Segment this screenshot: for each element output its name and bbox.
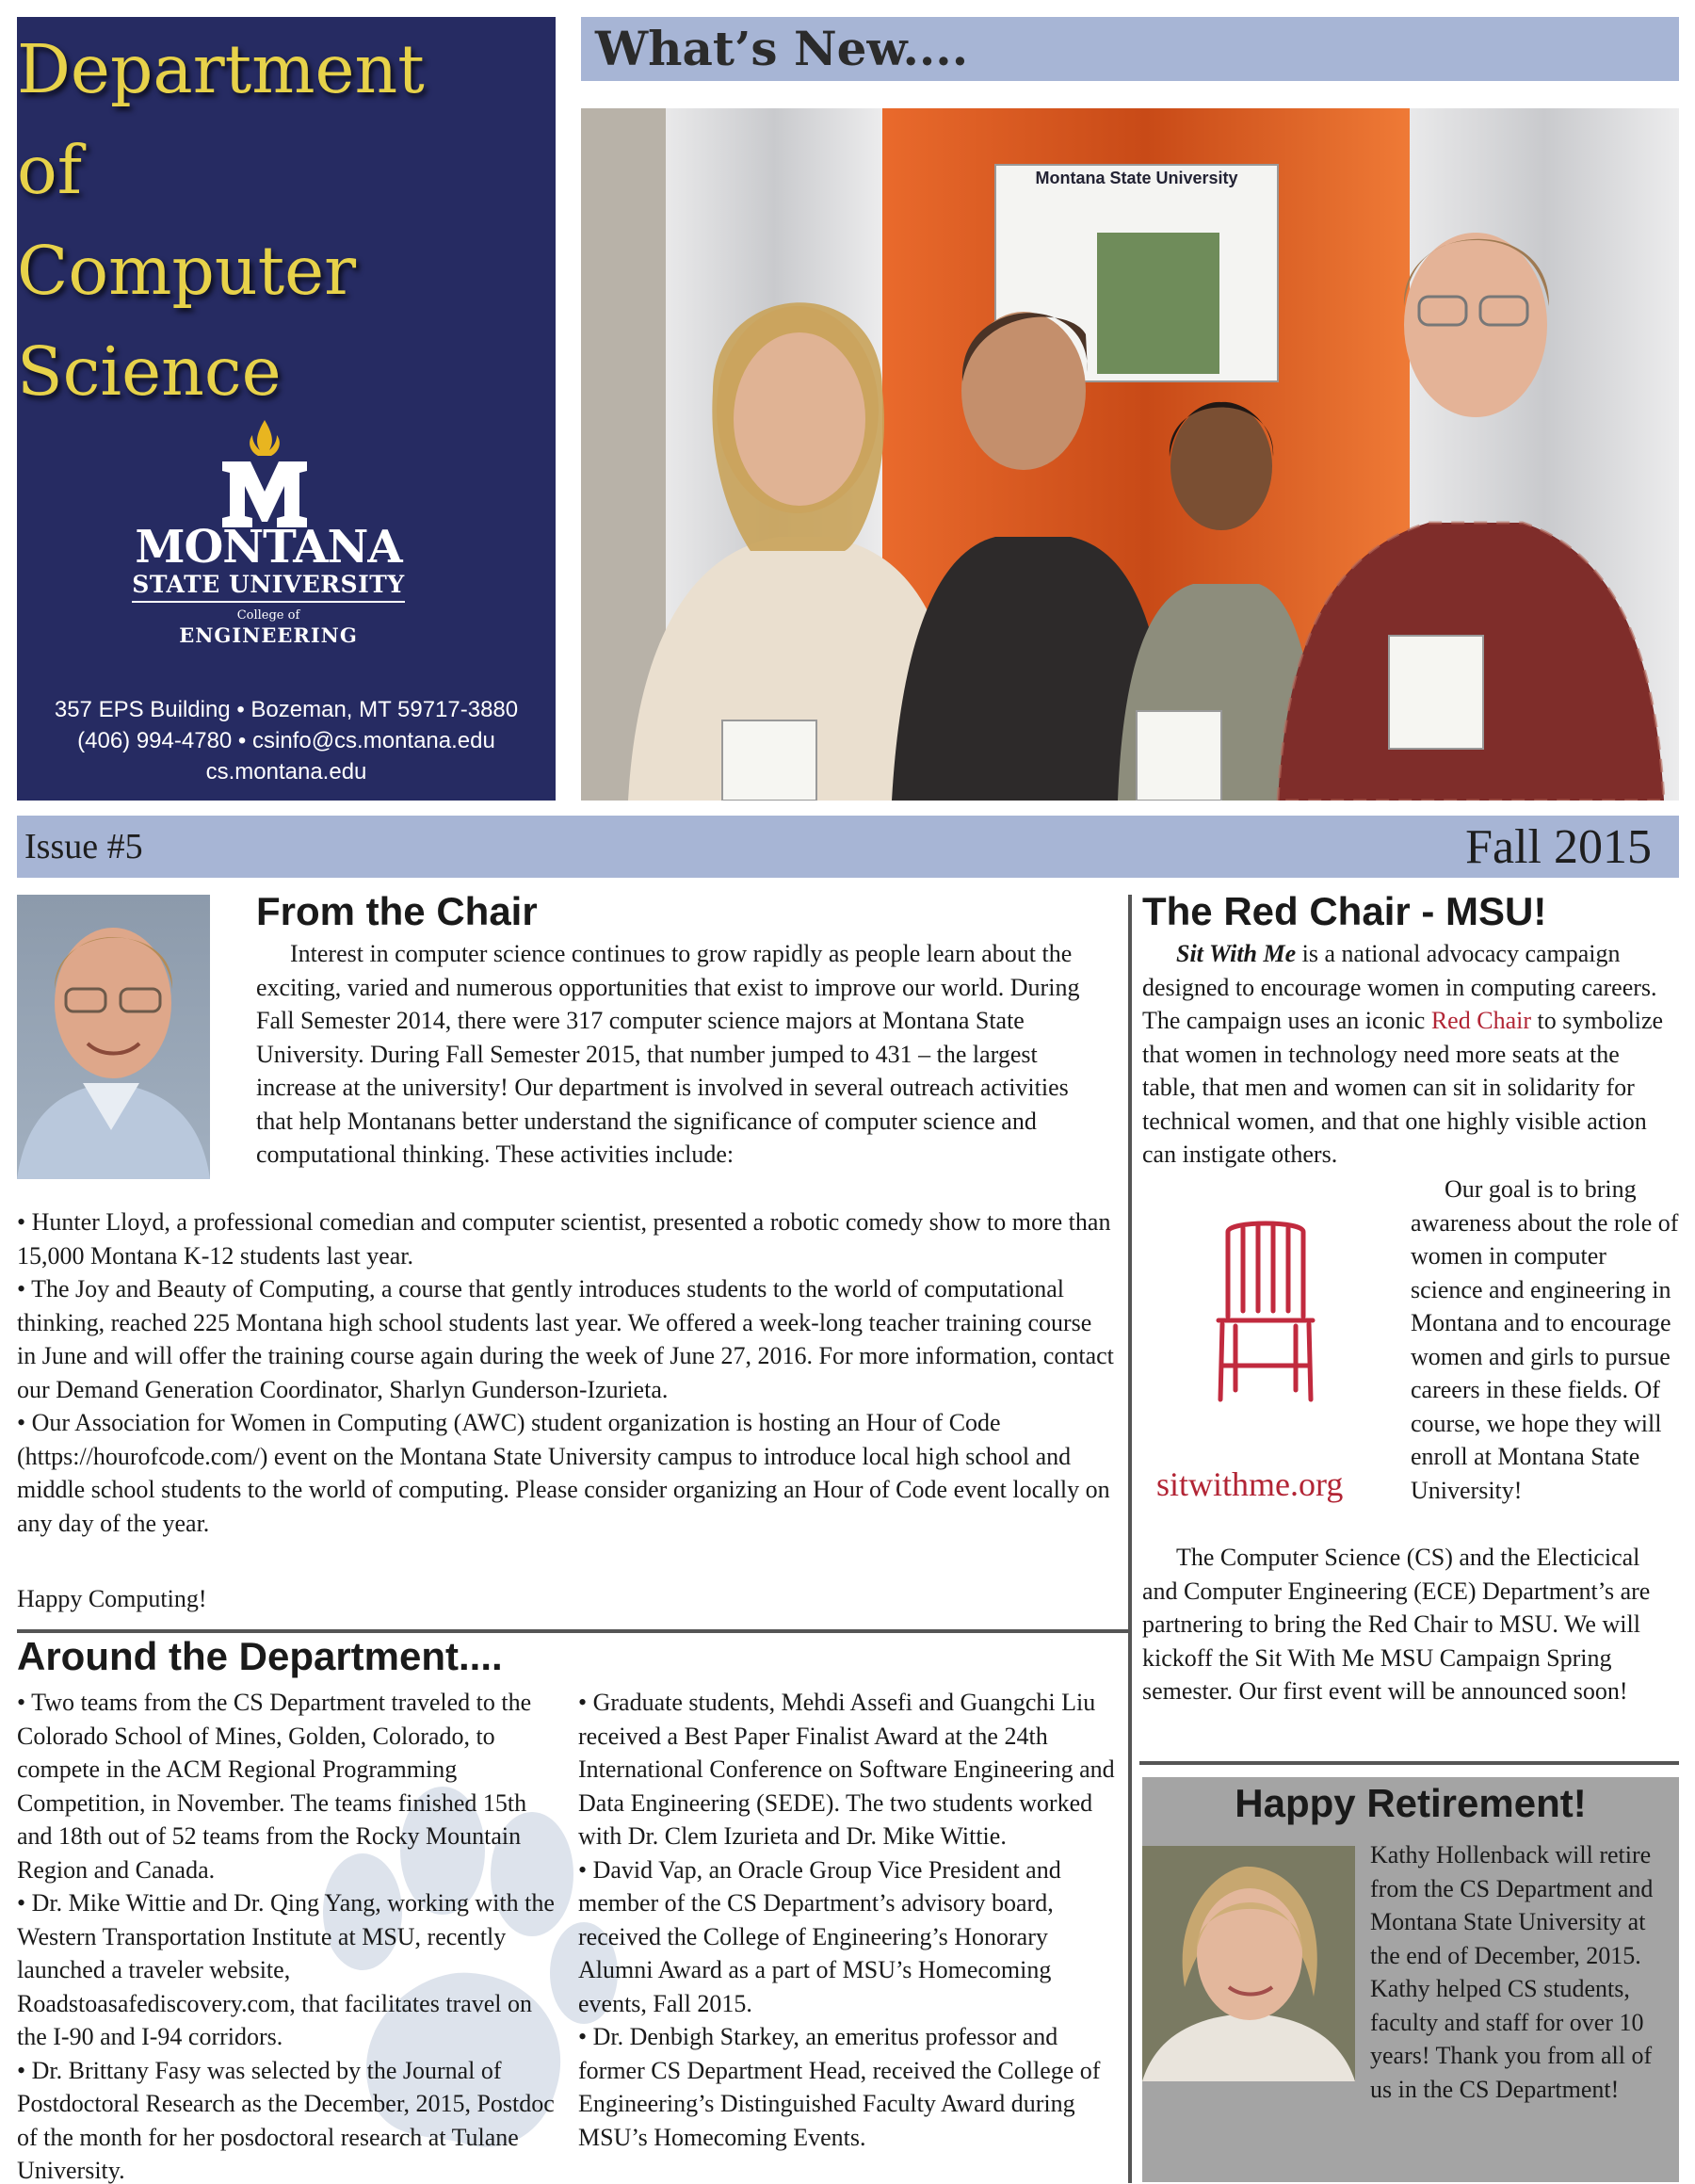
list-item: • David Vap, an Oracle Group Vice President and member of the CS Department’s advisory board, received the College of Engineering’s Honorary Alumni Award as a part of MSU’s Homecoming events, Fall 2015. — [578, 1855, 1061, 2017]
logo-engineering: ENGINEERING — [179, 623, 358, 647]
red-chair-paragraph — [1142, 937, 1679, 1172]
sit-with-me-emphasis: Sit With Me — [1176, 940, 1297, 967]
from-chair-list — [17, 1205, 1114, 1540]
title-line: Science — [17, 332, 282, 411]
around-heading: Around the Department.... — [17, 1634, 503, 1678]
red-chair-highlight: Red Chair — [1430, 1007, 1531, 1034]
retiree-portrait — [1142, 1846, 1355, 2081]
msu-logo-text — [132, 523, 405, 648]
retiree-portrait-illustration — [1142, 1846, 1355, 2081]
booth-photo-illustration — [581, 108, 1679, 801]
booth-sign-text: Montana State University — [1035, 169, 1238, 187]
list-item: • Our Association for Women in Computing (AWC) student organization is hosting an Hour of Code (https://hourofcode.com/) event on the Montana State University campus to introduce local high school and middle school students to the world of computing. Please consider organizing an Hour of Code event locally on any day of the year. — [17, 1409, 1110, 1537]
list-item: • Hunter Lloyd, a professional comedian and computer scientist, presented a robotic comedy show to more than 15,000 Montana K-12 students last year. — [17, 1208, 1111, 1270]
around-right-column — [578, 1686, 1124, 2154]
issue-season: Fall 2015 — [1465, 820, 1652, 874]
list-item: • Dr. Denbigh Starkey, an emeritus professor and former CS Department Head, received the College of Engineering’s Distinguished Faculty Award during MSU’s Homecoming Events. — [578, 2023, 1101, 2151]
logo-state-university: STATE UNIVERSITY — [132, 572, 404, 603]
contact-website: cs.montana.edu — [205, 759, 367, 785]
red-chair-lead-end: to symbolize that women in technology need more seats at the table, that men and women can sit in solidarity for technical women, and that one highly visible action can instigate others. — [1142, 1007, 1664, 1168]
contact-phone-email: (406) 994-4780 • csinfo@cs.montana.edu — [77, 728, 495, 753]
from-chair-paragraph-text: Interest in computer science continues to grow rapidly as people learn about the exciting, varied and numerous opportunities that exist to improve our world. During Fall Semester 2014, there were 317 computer science majors at Montana State University. During Fall Semester 2015, that number jumped to 431 – the largest increase at the university! Our department is involved in several outreach activities that help Montanans better understand the significance of computer science and computational thinking. These activities include: — [256, 940, 1080, 1168]
from-chair-paragraph — [256, 937, 1108, 1172]
issue-bar — [17, 816, 1679, 878]
sitwithme-link[interactable]: sitwithme.org — [1156, 1465, 1344, 1503]
title-line: of — [17, 131, 83, 209]
department-title — [17, 19, 525, 422]
red-chair-goal — [1411, 1173, 1684, 1507]
chair-portrait-illustration — [17, 895, 210, 1179]
booth-photo — [581, 108, 1679, 801]
retirement-text: Kathy Hollenback will retire from the CS Department and Montana State University at the end of December, 2015. Kathy helped CS students, faculty and staff for over 10 years! Thank you from all of us in the CS Department! — [1370, 1841, 1654, 2103]
title-line: Computer — [17, 232, 357, 310]
retirement-heading: Happy Retirement! — [1235, 1781, 1587, 1825]
from-chair-heading: From the Chair — [256, 889, 538, 933]
list-item: • Dr. Brittany Fasy was selected by the Journal of Postdoctoral Research as the December, 2015, Postdoc of the month for her posdoctoral research at Tulane University. — [17, 2056, 555, 2184]
retirement-divider — [1139, 1761, 1679, 1765]
contact-info — [17, 694, 556, 787]
red-chair-heading: The Red Chair - MSU! — [1142, 889, 1547, 933]
list-item: • The Joy and Beauty of Computing, a course that gently introduces students to the world of computational thinking, reached 225 Montana high school students last year. We offered a week-long teacher training course in June and will offer the training course again during the week of June 27, 2016. For more information, contact our Demand Generation Coordinator, Sharlyn Gunderson-Izurieta. — [17, 1275, 1114, 1403]
logo-montana: MONTANA — [135, 521, 402, 574]
contact-address: 357 EPS Building • Bozeman, MT 59717-3880 — [54, 697, 519, 722]
list-item: • Graduate students, Mehdi Assefi and Guangchi Liu received a Best Paper Finalist Award at the 24th International Conference on Software Engineering and Data Engineering (SEDE). The two students worked with Dr. Clem Izurieta and Dr. Mike Wittie. — [578, 1689, 1115, 1850]
chair-portrait — [17, 895, 210, 1179]
red-chair-goal-text: Our goal is to bring awareness about the role of women in computer science and engineering in Montana and to encourage women and girls to pursue careers in these fields. Of course, we hope they will enroll at Montana State University! — [1411, 1175, 1679, 1504]
column-divider — [1128, 895, 1132, 2183]
red-chair-icon — [1215, 1215, 1316, 1403]
red-chair-partnership-text: The Computer Science (CS) and the Electicical and Computer Engineering (ECE) Department’s are partnering to bring the Red Chair to MSU. We will kickoff the Sit With Me MSU Campaign Spring semester. Our first event will be announced soon! — [1142, 1544, 1651, 1705]
list-item: • Two teams from the CS Department traveled to the Colorado School of Mines, Golden, Colorado, to compete in the ACM Regional Programming Competition, in November. The teams finished 15th and 18th out of 52 teams from the Rocky Mountain Region and Canada. — [17, 1689, 532, 1884]
around-left-column — [17, 1686, 561, 2184]
logo-college-of: College of — [236, 608, 300, 623]
whats-new-title: What’s New.... — [595, 21, 969, 76]
msu-m-logo-icon — [213, 418, 316, 529]
list-item: • Dr. Mike Wittie and Dr. Qing Yang, working with the Western Transportation Institute at MSU, recently launched a traveler website, Roadstoasafediscovery.com, that facilitates travel on the I-90 and I-94 corridors. — [17, 1889, 555, 2050]
issue-number: Issue #5 — [24, 827, 143, 866]
red-chair-partnership — [1142, 1541, 1679, 1708]
title-line: Department — [17, 30, 425, 108]
from-chair-closing: Happy Computing! — [17, 1585, 207, 1612]
red-chair-lead: is a national advocacy campaign designed to encourage women in computing careers. The campaign uses an iconic — [1142, 940, 1657, 1034]
